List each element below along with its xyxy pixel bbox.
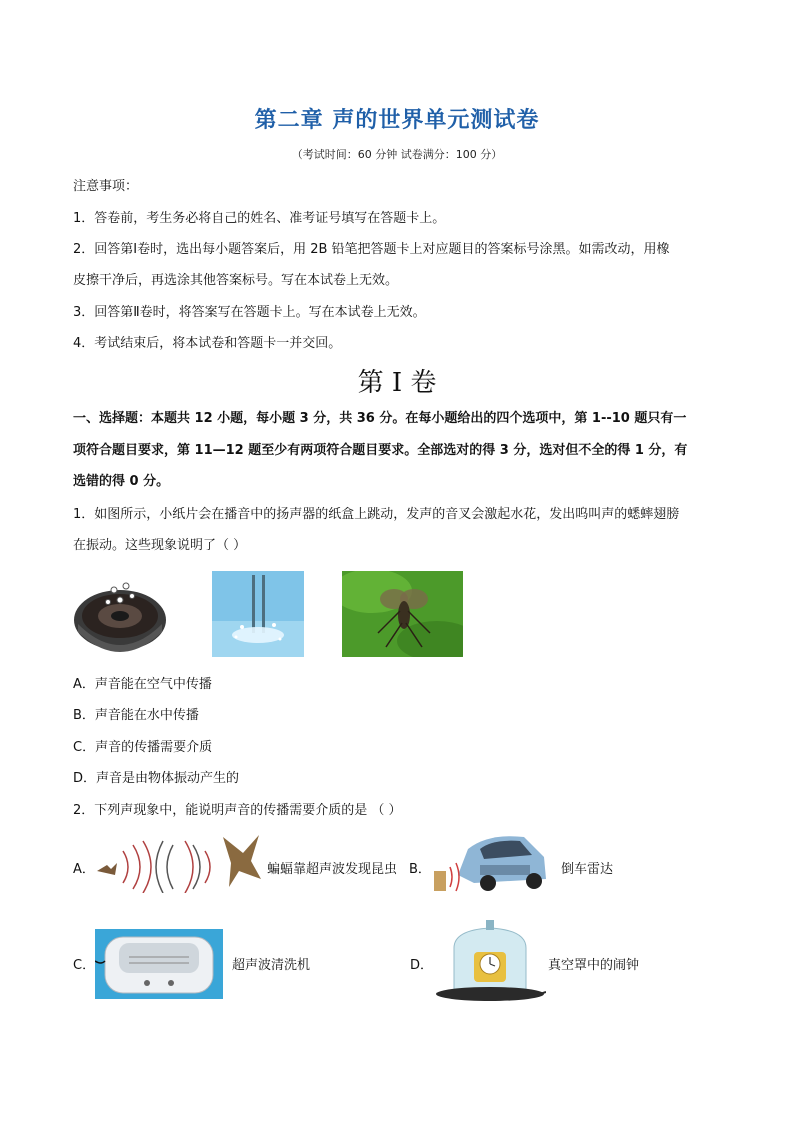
note-item: 皮擦干净后，再选涂其他答案标号。写在本试卷上无效。 [73, 273, 399, 288]
ultrasonic-cleaner-image [95, 929, 223, 999]
speaker-image [72, 576, 170, 658]
option-d-label: D． [410, 958, 434, 973]
part-instructions: 一、选择题：本题共 12 小题，每小题 3 分，共 36 分。在每小题给出的四个选项中，第 1--10 题只有一 [73, 411, 687, 426]
bat-ultrasound-image [93, 831, 263, 893]
part-instructions: 项符合题目要求，第 11—12 题至少有两项符合题目要求。全部选对的得 3 分，选对但不全的得 1 分，有 [73, 443, 688, 458]
exam-info: （考试时间：60 分钟 试卷满分：100 分） [291, 148, 503, 161]
option-c-label: C． [73, 958, 96, 973]
vacuum-bell-jar-image [434, 918, 546, 1004]
notes-heading: 注意事项： [73, 179, 139, 194]
note-item: 3．回答第Ⅱ卷时，将答案写在答题卡上。写在本试卷上无效。 [73, 305, 426, 320]
tuning-fork-image [212, 571, 304, 657]
question-1-stem: 1．如图所示，小纸片会在播音中的扬声器的纸盒上跳动，发声的音叉会激起水花，发出呜叫声的蟋蟀翅膀 [73, 507, 680, 522]
question-2-stem: 2．下列声现象中，能说明声音的传播需要介质的是 （ ） [73, 803, 402, 818]
note-item: 2．回答第Ⅰ卷时，选出每小题答案后，用 2B 铅笔把答题卡上对应题目的答案标号涂黑。如需改动，用橡 [73, 242, 670, 257]
option-b-label: B． [409, 862, 431, 877]
note-item: 1．答卷前，考生务必将自己的姓名、准考证号填写在答题卡上。 [73, 211, 446, 226]
option-a: A．声音能在空气中传播 [73, 677, 212, 692]
option-d: D．声音是由物体振动产生的 [73, 771, 240, 786]
option-b: B．声音能在水中传播 [73, 708, 199, 723]
option-b-text: 倒车雷达 [561, 862, 614, 877]
page-title: 第二章 声的世界单元测试卷 [254, 108, 540, 133]
option-a-text: 蝙蝠靠超声波发现昆虫 [267, 862, 398, 877]
option-d-text: 真空罩中的闹钟 [548, 958, 640, 973]
option-a-label: A． [73, 862, 95, 877]
option-c-text: 超声波清洗机 [232, 958, 311, 973]
option-c: C．声音的传播需要介质 [73, 740, 213, 755]
part-instructions: 选错的得 0 分。 [73, 474, 170, 489]
section-title: 第 I 卷 [357, 368, 437, 398]
note-item: 4．考试结束后，将本试卷和答题卡一并交回。 [73, 336, 342, 351]
question-1-stem: 在振动。这些现象说明了（ ） [73, 538, 247, 553]
car-radar-image [428, 831, 548, 897]
cricket-image [342, 571, 463, 657]
